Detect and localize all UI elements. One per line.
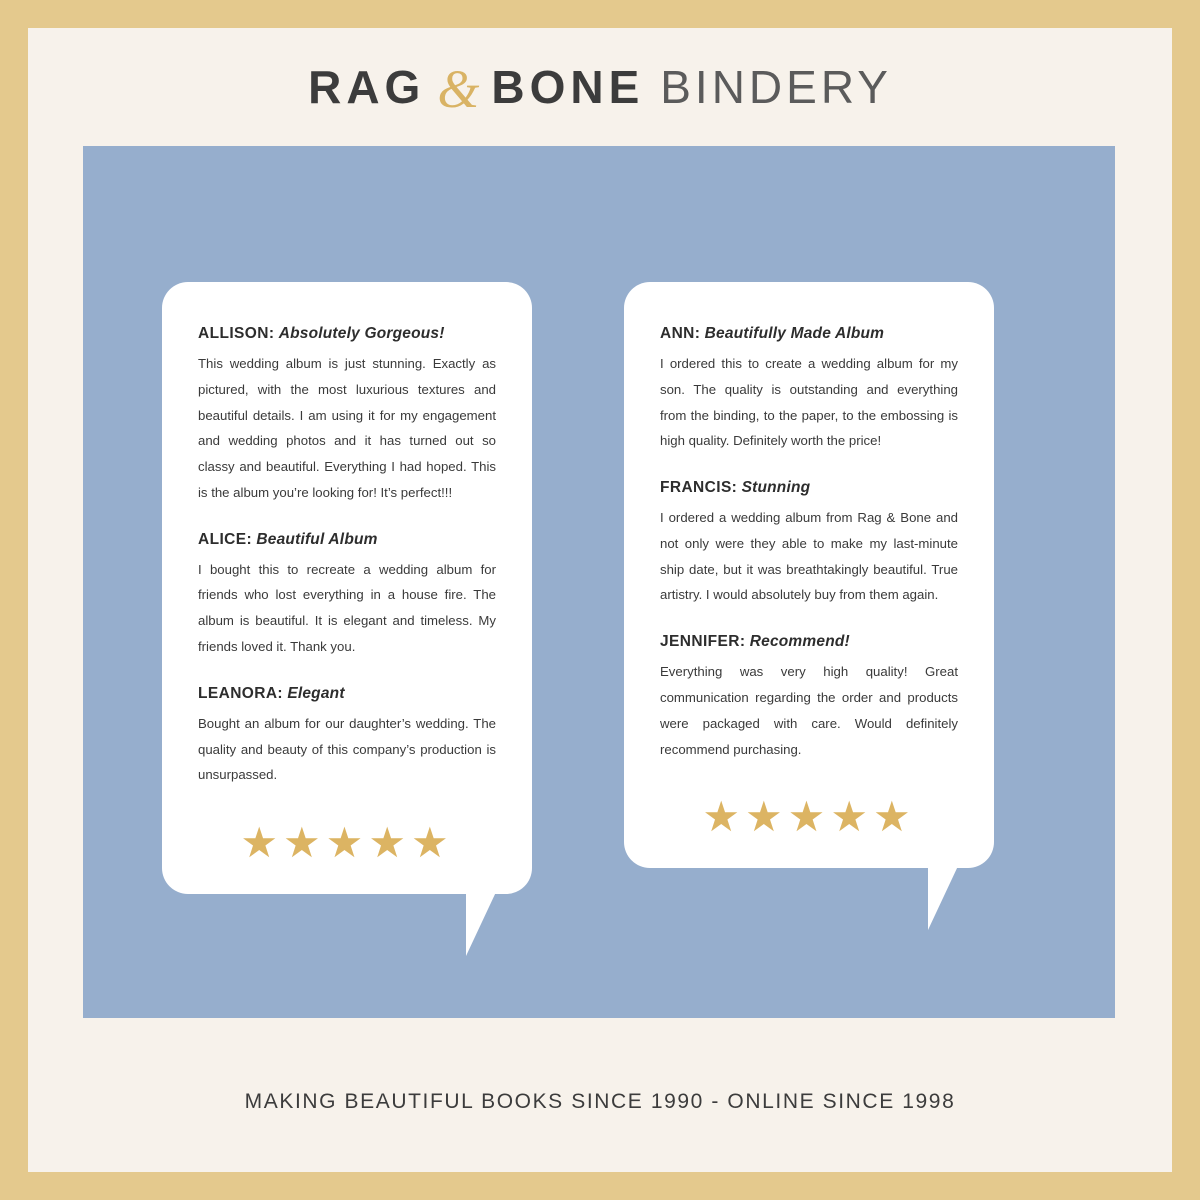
review-author: ANN: <box>660 325 701 342</box>
review-item <box>660 632 958 762</box>
speech-bubble-tail <box>466 892 496 956</box>
review-title: Beautifully Made Album <box>704 325 885 342</box>
review-heading <box>198 324 496 344</box>
review-item <box>198 324 496 506</box>
star-rating: ★★★★★ <box>240 818 454 866</box>
star-rating: ★★★★★ <box>702 793 916 841</box>
review-body: Everything was very high quality! Great communication regarding the order and products were packaged with care. Would definitely recommend purchasing. <box>660 664 958 757</box>
review-author: FRANCIS: <box>660 479 738 497</box>
review-body: This wedding album is just stunning. Exactly as pictured, with the most luxurious textures and beautiful details. I am using it for my engagement and wedding photos and it has turned out so classy and beautiful. Everything I had hoped. This is the album you’re looking for! It’s perfect!!! <box>198 356 496 500</box>
testimonial-card-left <box>162 282 532 894</box>
review-title: Recommend! <box>749 633 850 651</box>
review-body: I bought this to recreate a wedding album for friends who lost everything in a house fire. The album is beautiful. It is elegant and timeless. My friends loved it. Thank you. <box>198 561 496 654</box>
brand-word-bone: BONE <box>491 61 645 113</box>
review-item <box>198 530 496 660</box>
review-author: LEANORA: <box>198 684 283 702</box>
footer-tagline: MAKING BEAUTIFUL BOOKS SINCE 1990 - ONLINE SINCE 1998 <box>244 1090 956 1113</box>
review-body: Bought an album for our daughter’s wedding. The quality and beauty of this company’s production is unsurpassed. <box>198 715 496 783</box>
review-title: Absolutely Gorgeous! <box>278 325 445 342</box>
brand-word-rag: RAG <box>308 61 426 113</box>
review-heading <box>198 684 496 704</box>
review-item <box>198 684 496 788</box>
review-title: Elegant <box>287 684 345 702</box>
speech-bubble-tail <box>928 866 958 930</box>
review-title: Beautiful Album <box>256 530 378 548</box>
review-heading <box>660 324 958 344</box>
review-heading <box>198 530 496 550</box>
page-canvas <box>28 28 1172 1172</box>
review-author: JENNIFER: <box>660 633 746 651</box>
testimonials-panel <box>83 146 1115 1018</box>
brand-logo <box>28 56 1172 118</box>
review-author: ALLISON: <box>198 325 275 342</box>
review-heading <box>660 632 958 652</box>
testimonial-card-right <box>624 282 994 868</box>
review-item <box>660 478 958 608</box>
review-author: ALICE: <box>198 530 253 548</box>
brand-ampersand-icon: & <box>437 59 480 119</box>
review-body: I ordered this to create a wedding album for my son. The quality is outstanding and everything from the binding, to the paper, to the embossing is high quality. Definitely worth the price! <box>660 356 958 449</box>
brand-word-bindery: BINDERY <box>660 61 892 113</box>
review-heading <box>660 478 958 498</box>
testimonial-cards <box>83 146 1115 1018</box>
review-body: I ordered a wedding album from Rag & Bone and not only were they able to make my last-minute ship date, but it was breathtakingly beautiful. True artistry. I would absolutely buy from them again. <box>660 510 958 603</box>
review-title: Stunning <box>741 479 811 497</box>
review-item <box>660 324 958 454</box>
